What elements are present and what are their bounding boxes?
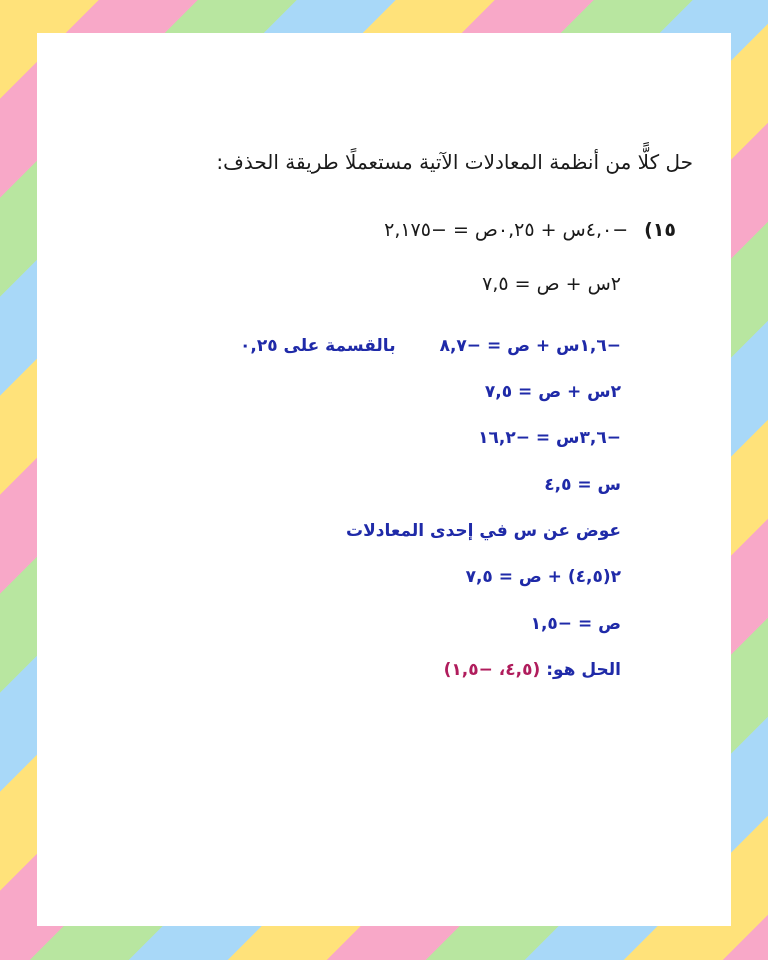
solution-step-subtract: −٣,٦س = −١٦,٢ — [478, 428, 621, 448]
exercise-instruction: حل كلًّا من أنظمة المعادلات الآتية مستعملًا طريقة الحذف: — [216, 150, 693, 174]
answer-value: (٤,٥، −١,٥) — [443, 660, 541, 680]
solution-step-x-value: س = ٤,٥ — [544, 475, 621, 495]
problem-equation-1 — [37, 219, 731, 241]
problem-equation-2: ٢س + ص = ٧,٥ — [482, 273, 621, 295]
solution-answer — [37, 660, 731, 680]
step-equation: −١,٦س + ص = −٨,٧ — [439, 336, 621, 356]
solution-step-y-value: ص = −١,٥ — [530, 614, 621, 634]
solution-step-divide — [37, 336, 731, 356]
step-note: بالقسمة على ٠,٢٥ — [240, 336, 396, 356]
solution-step-substituted-equation: ٢(٤,٥) + ص = ٧,٥ — [465, 567, 621, 587]
solution-step-eq2: ٢س + ص = ٧,٥ — [484, 382, 621, 402]
worksheet-card — [37, 33, 731, 926]
equation-1-text: −٤,٠س + ٠,٢٥ص = −٢,١٧٥ — [384, 219, 629, 241]
problem-number: ١٥) — [644, 219, 676, 241]
answer-label: الحل هو: — [546, 660, 621, 680]
solution-step-substitute: عوض عن س في إحدى المعادلات — [346, 521, 621, 541]
